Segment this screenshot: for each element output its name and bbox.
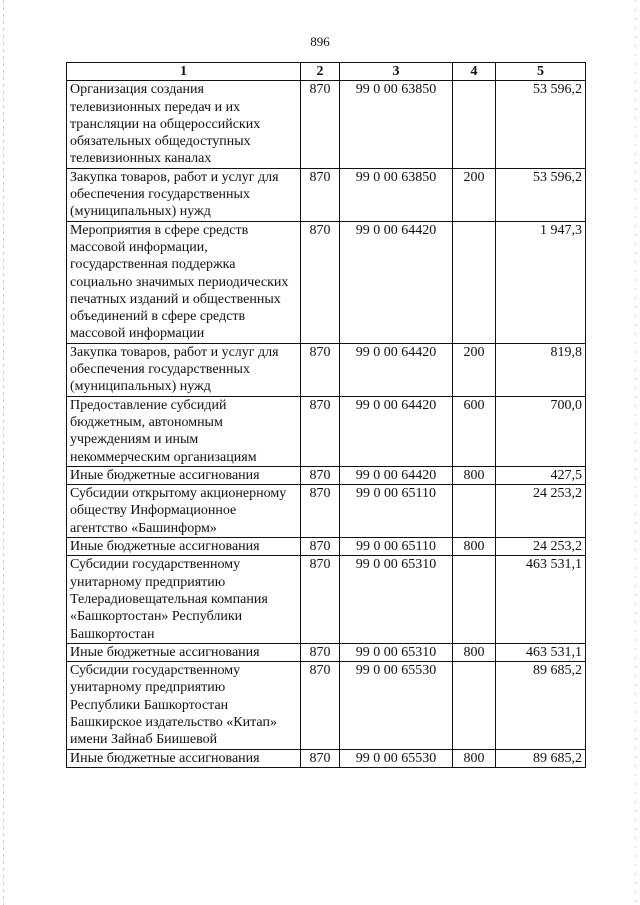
row-sum: 427,5 (496, 466, 586, 484)
table-row (67, 168, 586, 221)
table-row (67, 396, 586, 466)
row-sum: 24 253,2 (496, 538, 586, 556)
row-target-article: 99 0 00 64420 (340, 343, 453, 396)
table-row (67, 749, 586, 767)
row-expense-type: 800 (453, 538, 496, 556)
row-name: Субсидии открытому акционерному обществу Информационное агентство «Башинформ» (67, 485, 301, 538)
row-target-article: 99 0 00 65310 (340, 643, 453, 661)
row-name: Закупка товаров, работ и услуг для обеспечения государственных (муниципальных) нужд (67, 168, 301, 221)
table-row (67, 643, 586, 661)
row-sum: 819,8 (496, 343, 586, 396)
row-expense-type: 600 (453, 396, 496, 466)
header-col-4: 4 (453, 63, 496, 81)
row-name: Иные бюджетные ассигнования (67, 538, 301, 556)
row-sum: 1 947,3 (496, 221, 586, 343)
row-code: 870 (301, 343, 340, 396)
row-target-article: 99 0 00 64420 (340, 396, 453, 466)
row-code: 870 (301, 662, 340, 749)
table-row (67, 221, 586, 343)
row-code: 870 (301, 485, 340, 538)
table-row (67, 538, 586, 556)
table-header-row (67, 63, 586, 81)
row-expense-type: 800 (453, 749, 496, 767)
row-sum: 24 253,2 (496, 485, 586, 538)
table-row (67, 466, 586, 484)
row-target-article: 99 0 00 63850 (340, 168, 453, 221)
row-sum: 53 596,2 (496, 81, 586, 168)
row-code: 870 (301, 538, 340, 556)
scan-edge-right (635, 0, 636, 905)
row-name: Иные бюджетные ассигнования (67, 466, 301, 484)
row-expense-type: 200 (453, 343, 496, 396)
table-body (67, 81, 586, 768)
row-sum: 53 596,2 (496, 168, 586, 221)
header-col-2: 2 (301, 63, 340, 81)
table-row (67, 343, 586, 396)
row-name: Предоставление субсидий бюджетным, автономным учреждениям и иным некоммерческим организациям (67, 396, 301, 466)
header-col-3: 3 (340, 63, 453, 81)
row-expense-type (453, 662, 496, 749)
row-sum: 700,0 (496, 396, 586, 466)
row-name: Мероприятия в сфере средств массовой информации, государственная поддержка социально значимых периодических печатных изданий и общественных объединений в сфере средств массовой информации (67, 221, 301, 343)
row-name: Организация создания телевизионных передач и их трансляции на общероссийских обязательных общедоступных телевизионных каналах (67, 81, 301, 168)
row-code: 870 (301, 466, 340, 484)
row-expense-type: 800 (453, 643, 496, 661)
row-sum: 463 531,1 (496, 643, 586, 661)
row-name: Субсидии государственному унитарному предприятию Телерадиовещательная компания «Башкортостан» Республики Башкортостан (67, 556, 301, 643)
row-code: 870 (301, 168, 340, 221)
row-name: Иные бюджетные ассигнования (67, 643, 301, 661)
row-sum: 89 685,2 (496, 662, 586, 749)
row-target-article: 99 0 00 65530 (340, 662, 453, 749)
row-expense-type (453, 485, 496, 538)
row-code: 870 (301, 81, 340, 168)
row-sum: 89 685,2 (496, 749, 586, 767)
scan-edge-left (3, 0, 4, 905)
table-row (67, 662, 586, 749)
row-target-article: 99 0 00 64420 (340, 221, 453, 343)
row-code: 870 (301, 396, 340, 466)
row-target-article: 99 0 00 65110 (340, 485, 453, 538)
row-name: Иные бюджетные ассигнования (67, 749, 301, 767)
row-expense-type (453, 221, 496, 343)
budget-table (66, 62, 586, 768)
header-col-5: 5 (496, 63, 586, 81)
row-target-article: 99 0 00 65530 (340, 749, 453, 767)
row-name: Закупка товаров, работ и услуг для обеспечения государственных (муниципальных) нужд (67, 343, 301, 396)
page-number: 896 (310, 34, 330, 49)
row-code: 870 (301, 749, 340, 767)
table-row (67, 81, 586, 168)
row-expense-type (453, 556, 496, 643)
row-expense-type (453, 81, 496, 168)
header-col-1: 1 (67, 63, 301, 81)
row-code: 870 (301, 556, 340, 643)
row-sum: 463 531,1 (496, 556, 586, 643)
row-target-article: 99 0 00 63850 (340, 81, 453, 168)
row-code: 870 (301, 221, 340, 343)
row-target-article: 99 0 00 64420 (340, 466, 453, 484)
row-name: Субсидии государственному унитарному предприятию Республики Башкортостан Башкирское издательство «Китап» имени Зайнаб Биишевой (67, 662, 301, 749)
row-target-article: 99 0 00 65310 (340, 556, 453, 643)
table-row (67, 485, 586, 538)
table-row (67, 556, 586, 643)
row-code: 870 (301, 643, 340, 661)
row-target-article: 99 0 00 65110 (340, 538, 453, 556)
row-expense-type: 800 (453, 466, 496, 484)
row-expense-type: 200 (453, 168, 496, 221)
